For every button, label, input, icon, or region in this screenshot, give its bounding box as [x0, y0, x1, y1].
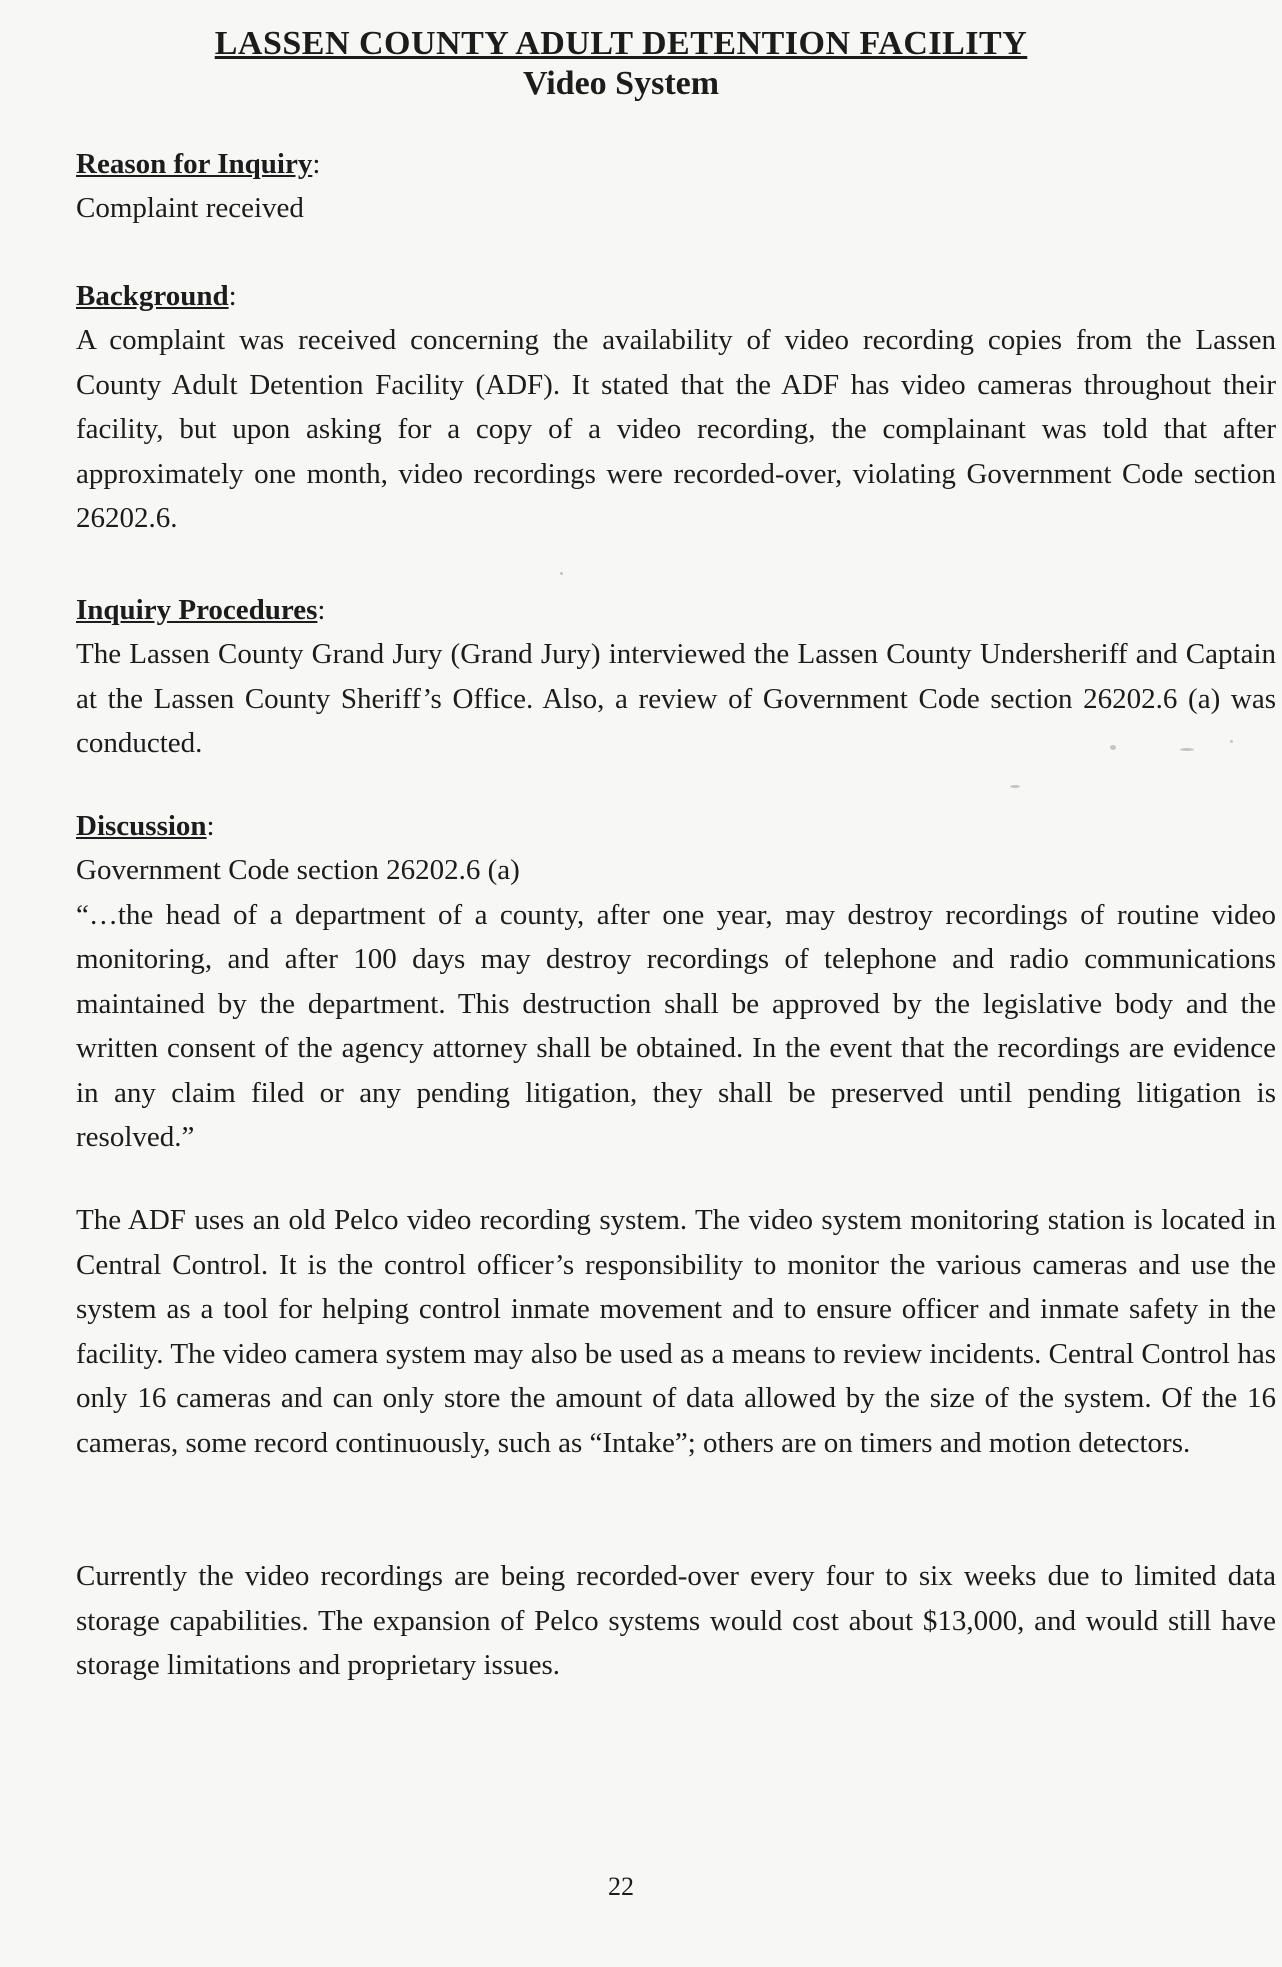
heading-text: Background: [76, 280, 229, 312]
section-discussion-para1: [76, 1198, 1276, 1465]
background-body: A complaint was received concerning the availability of video recording copies from the Lassen County Adult Detention Facility (ADF). It stated that the ADF has video cameras throughout their facility, but upon asking for a copy of a video recording, the complainant was told that after approximately one month, video recordings were recorded-over, violating Government Code section 26202.6.: [76, 324, 1276, 534]
scan-speck: [1010, 785, 1020, 788]
page-number: 22: [608, 1872, 634, 1901]
procedures-body: The Lassen County Grand Jury (Grand Jury) interviewed the Lassen County Undersheriff and Captain at the Lassen County Sheriff’s Office. Also, a review of Government Code section 26202.6 (a) was conducted.: [76, 638, 1276, 759]
scan-speck: [1110, 745, 1116, 750]
discussion-quote: “…the head of a department of a county, after one year, may destroy recordings of routine video monitoring, and after 100 days may destroy recordings of telephone and radio communications maintained by the department. This destruction shall be approved by the legislative body and the written consent of the agency attorney shall be obtained. In the event that the recordings are evidence in any claim filed or any pending litigation, they shall be preserved until pending litigation is resolved.”: [76, 898, 1276, 1153]
section-heading-background: Background:: [76, 280, 237, 312]
heading-text: Reason for Inquiry: [76, 148, 313, 180]
reason-body: Complaint received: [76, 192, 304, 224]
discussion-code-ref: Government Code section 26202.6 (a): [76, 854, 520, 886]
scan-speck: [1180, 748, 1194, 751]
section-background: [76, 274, 1276, 541]
title-block: [76, 24, 1166, 104]
document-page: [76, 24, 1276, 1901]
section-heading-reason: Reason for Inquiry:: [76, 148, 321, 180]
scan-speck: [1230, 740, 1233, 743]
section-reason: [76, 142, 1276, 231]
discussion-paragraph-1: The ADF uses an old Pelco video recording system. The video system monitoring station is located in Central Control. It is the control officer’s responsibility to monitor the various cameras and use the system as a tool for helping control inmate movement and to ensure officer and inmate safety in the facility. The video camera system may also be used as a means to review incidents. Central Control has only 16 cameras and can only store the amount of data allowed by the size of the system. Of the 16 cameras, some record continuously, such as “Intake”; others are on timers and motion detectors.: [76, 1204, 1276, 1459]
section-heading-discussion: Discussion:: [76, 810, 215, 842]
document-title: LASSEN COUNTY ADULT DETENTION FACILITY: [214, 25, 1028, 62]
section-heading-procedures: Inquiry Procedures:: [76, 594, 326, 626]
discussion-paragraph-2: Currently the video recordings are being recorded-over every four to six weeks due to limited data storage capabilities. The expansion of Pelco systems would cost about $13,000, and would still have storage limitations and proprietary issues.: [76, 1560, 1276, 1681]
section-discussion-para2: [76, 1554, 1276, 1688]
section-discussion: [76, 804, 1276, 1160]
scan-speck: [560, 572, 563, 575]
section-procedures: [76, 588, 1276, 766]
heading-text: Inquiry Procedures: [76, 594, 318, 626]
document-subtitle: Video System: [522, 65, 720, 102]
heading-text: Discussion: [76, 810, 207, 842]
